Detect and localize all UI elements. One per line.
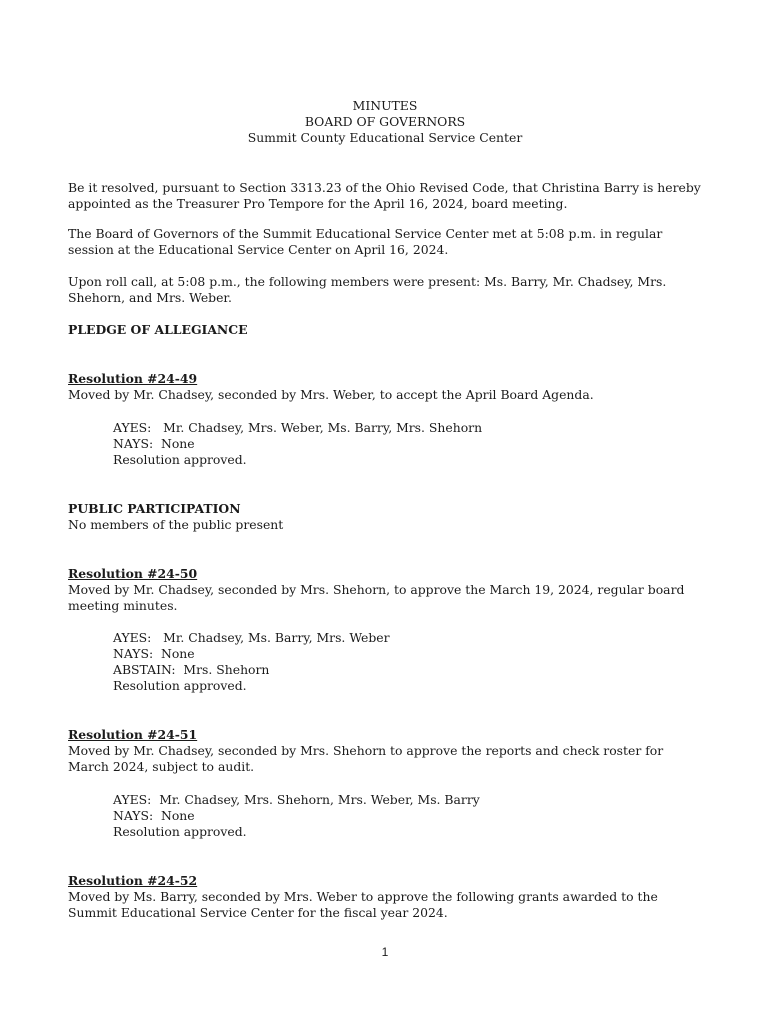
resolution-52-text: Moved by Ms. Barry, seconded by Mrs. Weber to approve the following grants awarded to the Summit Educational Service Center for the fiscal year 2024. [68,889,658,920]
intro-paragraph-meeting: The Board of Governors of the Summit Educational Service Center met at 5:08 p.m. in regular session at the Educational Service Center on April 16, 2024. [68,226,663,257]
intro-paragraph-roll-call: Upon roll call, at 5:08 p.m., the following members were present: Ms. Barry, Mr. Chadsey, Mrs. Shehorn, and Mrs. Weber. [68,274,667,305]
resolution-51-title: Resolution #24-51 [68,727,198,742]
resolution-49-ayes: AYES: Mr. Chadsey, Mrs. Weber, Ms. Barry, Mrs. Shehorn [113,420,483,435]
resolution-49-result: Resolution approved. [113,452,247,467]
header-organization: Summit County Educational Service Center [247,130,523,145]
pledge-heading: PLEDGE OF ALLEGIANCE [68,322,248,337]
resolution-51-nays: NAYS: None [113,808,195,823]
resolution-50-text: Moved by Mr. Chadsey, seconded by Mrs. Shehorn, to approve the March 19, 2024, regular board meeting minutes. [68,582,685,613]
public-participation-heading: PUBLIC PARTICIPATION [68,501,241,516]
resolution-51-text: Moved by Mr. Chadsey, seconded by Mrs. Shehorn to approve the reports and check roster for March 2024, subject to audit. [68,743,664,774]
resolution-50-nays: NAYS: None [113,646,195,661]
resolution-50-title: Resolution #24-50 [68,566,198,581]
resolution-49-nays: NAYS: None [113,436,195,451]
resolution-51-result: Resolution approved. [113,824,247,839]
resolution-50-result: Resolution approved. [113,678,247,693]
resolution-49-title: Resolution #24-49 [68,371,198,386]
resolution-50-vote [113,630,673,694]
resolution-49-text: Moved by Mr. Chadsey, seconded by Mrs. Weber, to accept the April Board Agenda. [68,387,594,402]
intro-paragraph-treasurer: Be it resolved, pursuant to Section 3313.23 of the Ohio Revised Code, that Christina Barry is hereby appointed as the Treasurer Pro Tempore for the April 16, 2024, board meeting. [68,180,701,211]
resolution-49-vote [113,420,673,468]
resolution-51-ayes: AYES: Mr. Chadsey, Mrs. Shehorn, Mrs. Weber, Ms. Barry [113,792,480,807]
header-minutes: MINUTES [352,98,418,113]
page-number: 1 [381,945,389,959]
header-board: BOARD OF GOVERNORS [304,114,466,129]
resolution-52-title: Resolution #24-52 [68,873,198,888]
public-participation-text: No members of the public present [68,517,284,532]
resolution-50-ayes: AYES: Mr. Chadsey, Ms. Barry, Mrs. Weber [113,630,390,645]
document-header [0,98,770,146]
resolution-50-abstain: ABSTAIN: Mrs. Shehorn [113,662,270,677]
resolution-51-vote [113,792,673,840]
